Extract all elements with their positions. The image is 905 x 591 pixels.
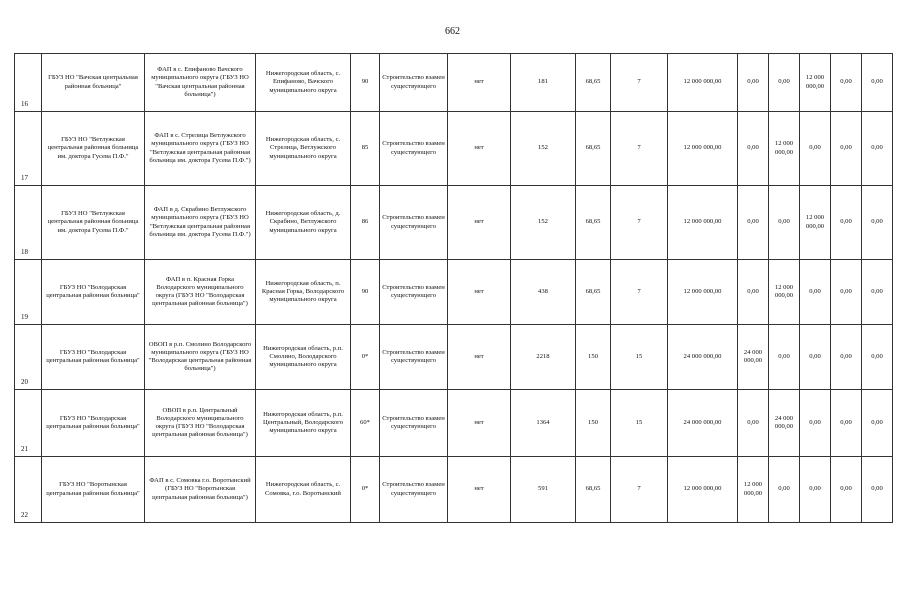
table-row: [15, 325, 893, 390]
population-cell: 152: [511, 112, 576, 186]
table-row: [15, 112, 893, 186]
year-2-cell: 24 000 000,00: [769, 390, 800, 457]
year-3-cell: 0,00: [800, 260, 831, 325]
year-4-cell: 0,00: [831, 112, 862, 186]
area-cell: 68,65: [576, 54, 611, 112]
percent-cell: 0*: [351, 457, 380, 523]
address-cell: Нижегородская область, п. Красная Горка, Володарского муниципального округа: [256, 260, 351, 325]
address-cell: Нижегородская область, р.п. Смолино, Володарского муниципального округа: [256, 325, 351, 390]
total-cost-cell: 24 000 000,00: [668, 390, 738, 457]
year-2-cell: 12 000 000,00: [769, 260, 800, 325]
year-3-cell: 12 000 000,00: [800, 186, 831, 260]
work-type-cell: Строительство взамен существующего: [380, 260, 448, 325]
row-number: 17: [15, 112, 42, 186]
percent-cell: 85: [351, 112, 380, 186]
flag-cell: нет: [448, 112, 511, 186]
row-number: 21: [15, 390, 42, 457]
year-3-cell: 0,00: [800, 112, 831, 186]
work-type-cell: Строительство взамен существующего: [380, 457, 448, 523]
total-cost-cell: 12 000 000,00: [668, 112, 738, 186]
staff-cell: 7: [611, 186, 668, 260]
population-cell: 438: [511, 260, 576, 325]
organization-cell: ГБУЗ НО "Ветлужская центральная районная больница им. доктора Гусева П.Ф.": [42, 112, 145, 186]
year-5-cell: 0,00: [862, 112, 893, 186]
row-number: 18: [15, 186, 42, 260]
population-cell: 2218: [511, 325, 576, 390]
year-5-cell: 0,00: [862, 390, 893, 457]
page-number: 662: [445, 26, 460, 37]
year-2-cell: 0,00: [769, 325, 800, 390]
object-cell: ФАП в с. Епифаново Вачского муниципального округа (ГБУЗ НО "Вачская центральная районная больница"): [145, 54, 256, 112]
year-1-cell: 0,00: [738, 186, 769, 260]
organization-cell: ГБУЗ НО "Ветлужская центральная районная больница им. доктора Гусева П.Ф.": [42, 186, 145, 260]
year-1-cell: 0,00: [738, 390, 769, 457]
year-2-cell: 0,00: [769, 186, 800, 260]
flag-cell: нет: [448, 457, 511, 523]
year-1-cell: 0,00: [738, 112, 769, 186]
work-type-cell: Строительство взамен существующего: [380, 325, 448, 390]
year-1-cell: 0,00: [738, 260, 769, 325]
total-cost-cell: 12 000 000,00: [668, 186, 738, 260]
organization-cell: ГБУЗ НО "Володарская центральная районная больница": [42, 260, 145, 325]
total-cost-cell: 12 000 000,00: [668, 54, 738, 112]
staff-cell: 7: [611, 112, 668, 186]
table-row: [15, 457, 893, 523]
work-type-cell: Строительство взамен существующего: [380, 54, 448, 112]
year-2-cell: 0,00: [769, 457, 800, 523]
percent-cell: 90: [351, 54, 380, 112]
row-number: 22: [15, 457, 42, 523]
year-1-cell: 12 000 000,00: [738, 457, 769, 523]
year-2-cell: 0,00: [769, 54, 800, 112]
year-5-cell: 0,00: [862, 260, 893, 325]
row-number: 20: [15, 325, 42, 390]
percent-cell: 60*: [351, 390, 380, 457]
percent-cell: 86: [351, 186, 380, 260]
area-cell: 150: [576, 325, 611, 390]
address-cell: Нижегородская область, с. Епифаново, Вачского муниципального округа: [256, 54, 351, 112]
row-number: 16: [15, 54, 42, 112]
area-cell: 68,65: [576, 186, 611, 260]
work-type-cell: Строительство взамен существующего: [380, 390, 448, 457]
flag-cell: нет: [448, 186, 511, 260]
percent-cell: 0*: [351, 325, 380, 390]
area-cell: 68,65: [576, 260, 611, 325]
staff-cell: 15: [611, 325, 668, 390]
year-5-cell: 0,00: [862, 54, 893, 112]
year-4-cell: 0,00: [831, 54, 862, 112]
year-5-cell: 0,00: [862, 186, 893, 260]
year-3-cell: 12 000 000,00: [800, 54, 831, 112]
table-row: [15, 54, 893, 112]
area-cell: 68,65: [576, 457, 611, 523]
year-3-cell: 0,00: [800, 325, 831, 390]
object-cell: ФАП в с. Стрелица Ветлужского муниципального округа (ГБУЗ НО "Ветлужская центральная районная больница им. доктора Гусева П.Ф."): [145, 112, 256, 186]
year-3-cell: 0,00: [800, 457, 831, 523]
organization-cell: ГБУЗ НО "Володарская центральная районная больница": [42, 390, 145, 457]
staff-cell: 7: [611, 260, 668, 325]
year-5-cell: 0,00: [862, 325, 893, 390]
flag-cell: нет: [448, 390, 511, 457]
year-4-cell: 0,00: [831, 457, 862, 523]
organization-cell: ГБУЗ НО "Вачская центральная районная больница": [42, 54, 145, 112]
population-cell: 591: [511, 457, 576, 523]
address-cell: Нижегородская область, р.п. Центральный, Володарского муниципального округа: [256, 390, 351, 457]
year-5-cell: 0,00: [862, 457, 893, 523]
percent-cell: 90: [351, 260, 380, 325]
year-2-cell: 12 000 000,00: [769, 112, 800, 186]
staff-cell: 7: [611, 457, 668, 523]
object-cell: ФАП в п. Красная Горка Володарского муниципального округа (ГБУЗ НО "Володарская центральная районная больница"): [145, 260, 256, 325]
address-cell: Нижегородская область, с. Сомовка, г.о. Воротынский: [256, 457, 351, 523]
year-1-cell: 24 000 000,00: [738, 325, 769, 390]
total-cost-cell: 12 000 000,00: [668, 260, 738, 325]
year-4-cell: 0,00: [831, 186, 862, 260]
row-number: 19: [15, 260, 42, 325]
population-cell: 181: [511, 54, 576, 112]
flag-cell: нет: [448, 54, 511, 112]
flag-cell: нет: [448, 260, 511, 325]
year-4-cell: 0,00: [831, 260, 862, 325]
work-type-cell: Строительство взамен существующего: [380, 112, 448, 186]
staff-cell: 7: [611, 54, 668, 112]
population-cell: 152: [511, 186, 576, 260]
object-cell: ФАП в с. Сомовка г.о. Воротынский (ГБУЗ НО "Воротынская центральная районная больница"): [145, 457, 256, 523]
table-row: [15, 260, 893, 325]
address-cell: Нижегородская область, д. Скрабино, Ветлужского муниципального округа: [256, 186, 351, 260]
total-cost-cell: 24 000 000,00: [668, 325, 738, 390]
address-cell: Нижегородская область, с. Стрелица, Ветлужского муниципального округа: [256, 112, 351, 186]
data-table: [14, 53, 893, 523]
total-cost-cell: 12 000 000,00: [668, 457, 738, 523]
year-4-cell: 0,00: [831, 390, 862, 457]
staff-cell: 15: [611, 390, 668, 457]
organization-cell: ГБУЗ НО "Воротынская центральная районная больница": [42, 457, 145, 523]
object-cell: ОВОП в р.п. Центральный Володарского муниципального округа (ГБУЗ НО "Володарская центральная районная больница"): [145, 390, 256, 457]
area-cell: 68,65: [576, 112, 611, 186]
year-1-cell: 0,00: [738, 54, 769, 112]
flag-cell: нет: [448, 325, 511, 390]
organization-cell: ГБУЗ НО "Володарская центральная районная больница": [42, 325, 145, 390]
table-row: [15, 186, 893, 260]
object-cell: ОВОП в р.п. Смолино Володарского муниципального округа (ГБУЗ НО "Володарская центральная районная больница"): [145, 325, 256, 390]
table-row: [15, 390, 893, 457]
population-cell: 1364: [511, 390, 576, 457]
year-3-cell: 0,00: [800, 390, 831, 457]
area-cell: 150: [576, 390, 611, 457]
year-4-cell: 0,00: [831, 325, 862, 390]
object-cell: ФАП в д. Скрабино Ветлужского муниципального округа (ГБУЗ НО "Ветлужская центральная районная больница им. доктора Гусева П.Ф."): [145, 186, 256, 260]
work-type-cell: Строительство взамен существующего: [380, 186, 448, 260]
